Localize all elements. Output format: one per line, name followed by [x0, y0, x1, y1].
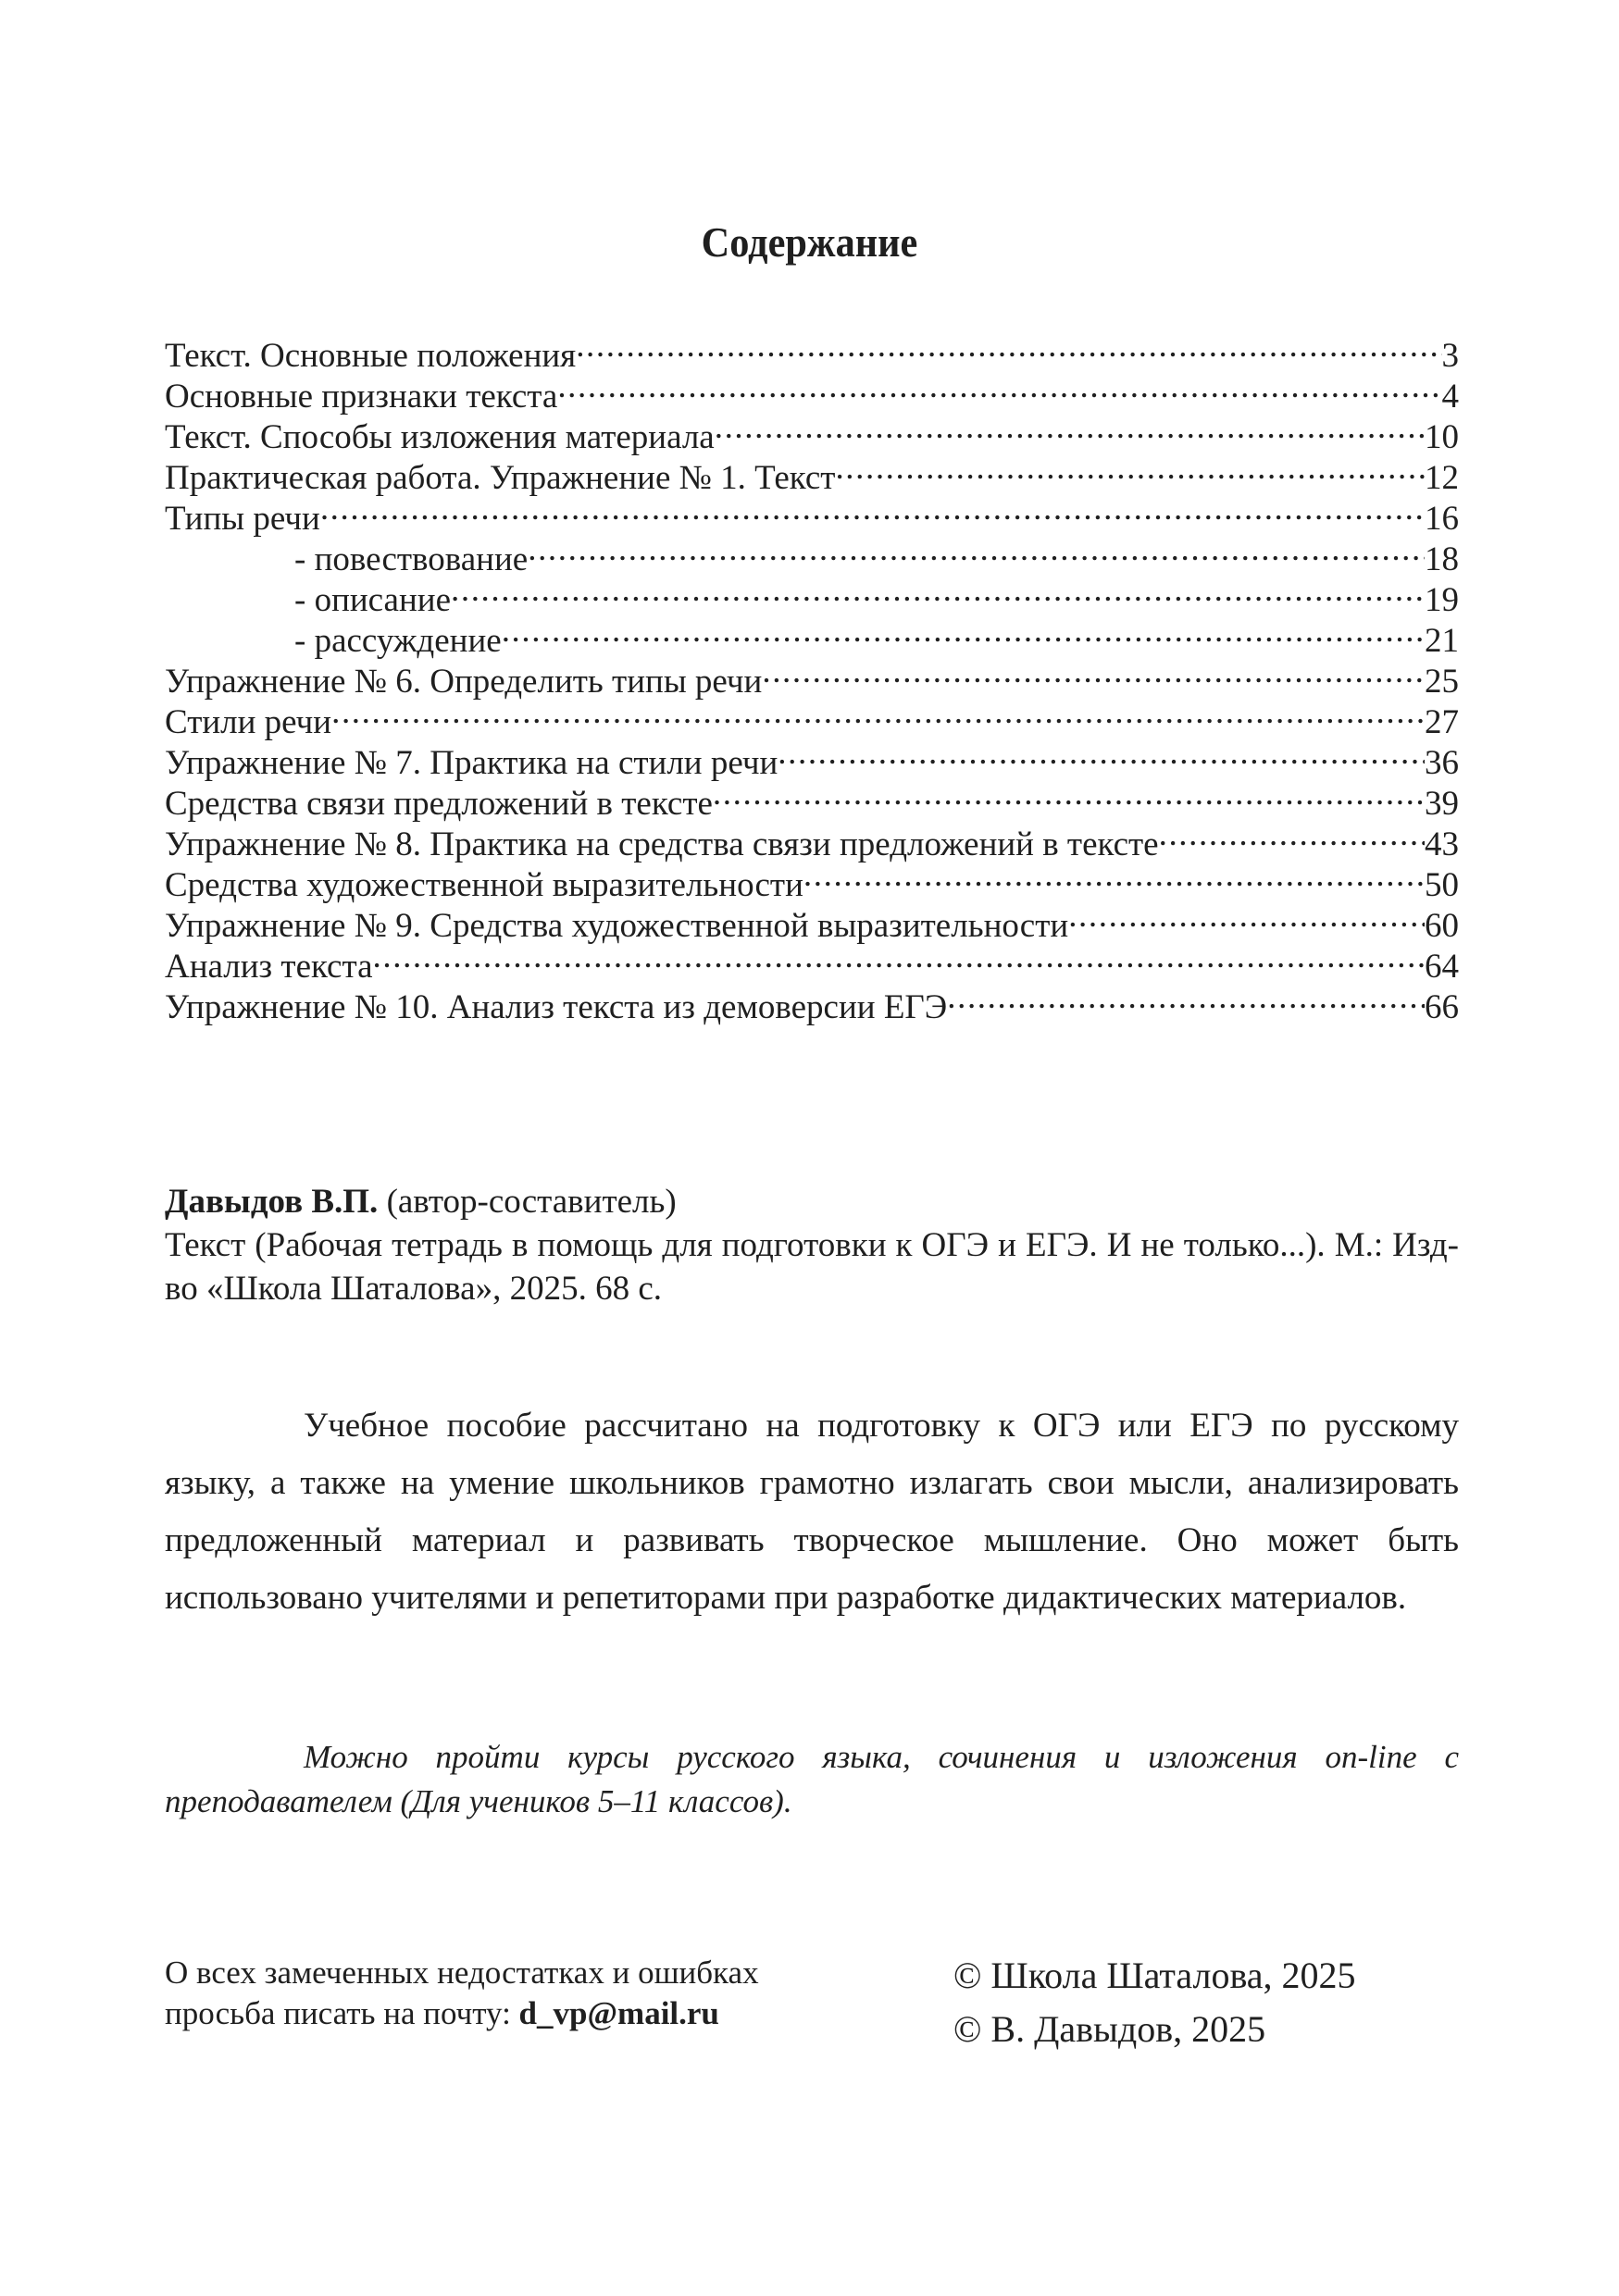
toc-entry-page: 36 — [1425, 744, 1459, 782]
toc-entry-title: Типы речи — [165, 500, 320, 538]
toc-entry-title: Текст. Основные положения — [165, 337, 577, 375]
toc-leader-dots — [803, 855, 1425, 896]
page-title: Содержание — [701, 218, 918, 266]
bibliographic-info — [165, 1180, 1459, 1310]
toc-leader-dots — [373, 937, 1425, 977]
toc-entry-page: 4 — [1441, 378, 1459, 416]
toc-entry-page: 18 — [1425, 540, 1459, 578]
copyright-block — [953, 1949, 1356, 2056]
toc-leader-dots — [331, 692, 1425, 733]
toc-entry-page: 16 — [1425, 500, 1459, 538]
book-description: Текст (Рабочая тетрадь в помощь для подготовки к ОГЭ и ЕГЭ. И не только...). М.: Изд-во «Школа Шаталова», 2025. 68 с. — [165, 1226, 1459, 1308]
toc-entry-title: Упражнение № 6. Определить типы речи — [165, 663, 763, 701]
toc-entry-title: Упражнение № 9. Средства художественной выразительности — [165, 907, 1069, 945]
toc-entry-title: Средства художественной выразительности — [165, 866, 803, 904]
toc-entry-page: 19 — [1425, 581, 1459, 619]
toc-leader-dots — [713, 774, 1425, 814]
toc-entry-page: 10 — [1425, 418, 1459, 456]
toc-leader-dots — [778, 733, 1425, 774]
toc-leader-dots — [451, 570, 1425, 611]
copyright-line: © Школа Шаталова, 2025 — [953, 1955, 1356, 1996]
contact-block — [165, 1953, 933, 2034]
toc-entry-page: 3 — [1441, 337, 1459, 375]
toc-entry-title: Упражнение № 8. Практика на средства связи предложений в тексте — [165, 825, 1159, 863]
toc-entry-title: Упражнение № 7. Практика на стили речи — [165, 744, 778, 782]
toc-leader-dots — [528, 529, 1425, 570]
toc-entry-page: 60 — [1425, 907, 1459, 945]
author-role: (автор-составитель) — [386, 1183, 677, 1221]
toc-entry-title: Стили речи — [165, 703, 332, 741]
toc-entry — [165, 489, 1459, 538]
toc-entry-page: 64 — [1425, 948, 1459, 986]
toc-entry-page: 50 — [1425, 866, 1459, 904]
contact-email: d_vp@mail.ru — [518, 1995, 719, 2031]
toc-entry — [165, 326, 1459, 375]
contact-prefix: просьба писать на почту: — [165, 1995, 519, 2031]
toc-leader-dots — [1068, 896, 1425, 937]
toc-entry-page: 43 — [1425, 825, 1459, 863]
toc-leader-dots — [835, 448, 1425, 489]
toc-leader-dots — [502, 611, 1425, 652]
toc-entry-page: 21 — [1425, 622, 1459, 660]
toc-entry-page: 27 — [1425, 703, 1459, 741]
toc-entry — [165, 733, 1459, 782]
toc-entry-title: Средства связи предложений в тексте — [165, 785, 713, 823]
copyright-line: © В. Давыдов, 2025 — [953, 2008, 1266, 2050]
toc-leader-dots — [320, 489, 1425, 529]
toc-leader-dots — [1159, 814, 1425, 855]
toc-leader-dots — [576, 326, 1441, 366]
toc-entry-title: Практическая работа. Упражнение № 1. Текст — [165, 459, 836, 497]
toc-entry-page: 39 — [1425, 785, 1459, 823]
author-line — [165, 1180, 1459, 1223]
toc-entry-page: 66 — [1425, 988, 1459, 1026]
toc-entry-title: Основные признаки текста — [165, 378, 558, 416]
toc-leader-dots — [715, 407, 1425, 448]
toc-entry-page: 25 — [1425, 663, 1459, 701]
contact-line-2 — [165, 1993, 933, 2034]
toc-entry-title: Упражнение № 10. Анализ текста из демоверсии ЕГЭ — [165, 988, 948, 1026]
toc-entry-title: - описание — [294, 581, 451, 619]
contact-line-1: О всех замеченных недостатках и ошибках — [165, 1955, 759, 1991]
toc-leader-dots — [557, 366, 1441, 407]
toc-leader-dots — [762, 652, 1425, 692]
author-name: Давыдов В.П. — [165, 1183, 379, 1221]
toc-subentry — [165, 529, 1459, 578]
toc-leader-dots — [947, 977, 1425, 1018]
toc-entry-title: - повествование — [294, 540, 529, 578]
toc-entry-title: Анализ текста — [165, 948, 373, 986]
toc-entry-title: Текст. Способы изложения материала — [165, 418, 715, 456]
annotation-paragraph: Учебное пособие рассчитано на подготовку к ОГЭ или ЕГЭ по русскому языку, а также на умение школьников грамотно излагать свои мысли, анализировать предложенный материал и развивать творческое мышление. Оно может быть использовано учителями и репетиторами при разработке дидактических материалов. — [165, 1407, 1459, 1617]
toc-entry — [165, 692, 1459, 741]
courses-note: Можно пройти курсы русского языка, сочинения и изложения on-line с преподавателем (Для учеников 5–11 классов). — [165, 1739, 1459, 1819]
toc-entry-page: 12 — [1425, 459, 1459, 497]
table-of-contents — [165, 326, 1459, 1026]
toc-entry-title: - рассуждение — [294, 622, 502, 660]
